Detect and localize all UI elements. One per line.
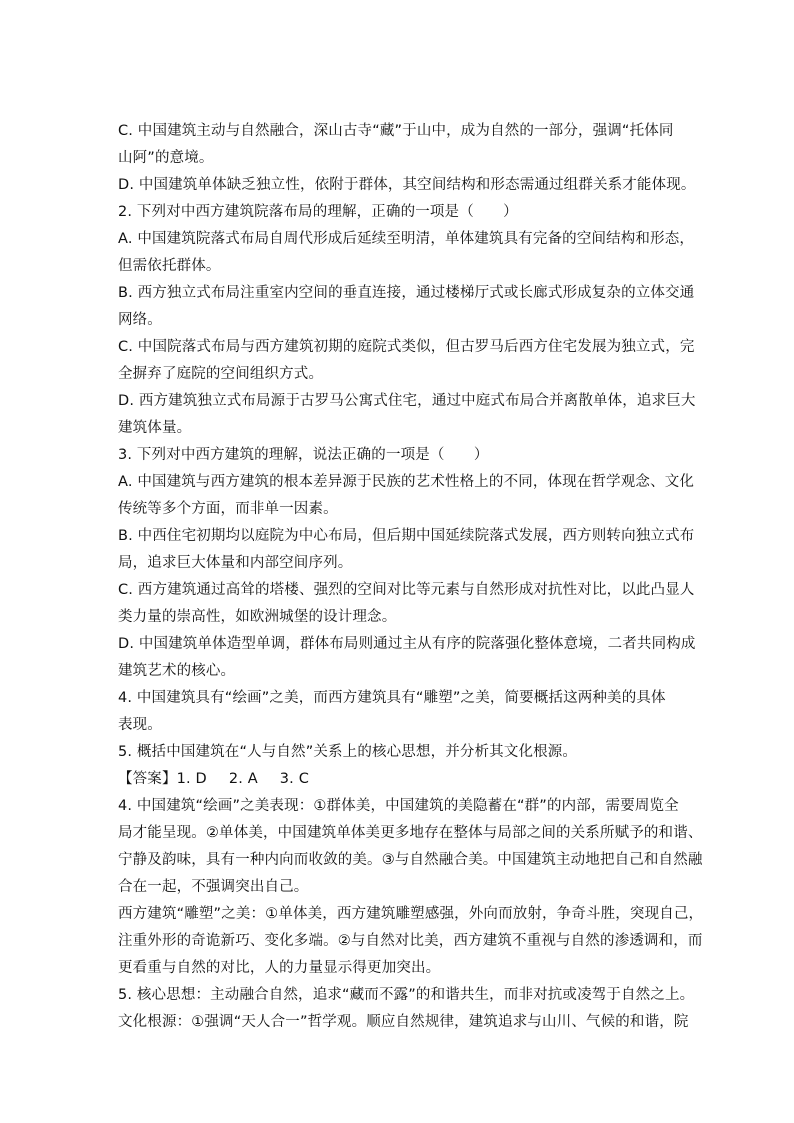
text-line: C. 西方建筑通过高耸的塔楼、强烈的空间对比等元素与自然形成对抗性对比，以此凸显人 [118, 582, 695, 598]
document-page [118, 118, 704, 1036]
text-line: 网络。 [118, 312, 162, 328]
answer-line: 5. 核心思想：主动融合自然，追求“藏而不露”的和谐共生，而非对抗或凌驾于自然之上。 [118, 987, 695, 1003]
answer-line: 注重外形的奇诡新巧、变化多端。②与自然对比美，西方建筑不重视与自然的渗透调和，而 [118, 933, 703, 949]
text-line: 传统等多个方面，而非单一因素。 [118, 501, 338, 517]
question-2-stem: 2. 下列对中西方建筑院落布局的理解，正确的一项是（ ） [118, 204, 518, 220]
text-line: 局，追求巨大体量和内部空间序列。 [118, 555, 353, 571]
answer-line: 合在一起，不强调突出自己。 [118, 879, 309, 895]
text-line: 全摒弃了庭院的空间组织方式。 [118, 366, 324, 382]
text-line: 建筑艺术的核心。 [118, 663, 236, 679]
answer-line: 文化根源：①强调“天人合一”哲学观。顺应自然规律，建筑追求与山川、气候的和谐，院 [118, 1014, 689, 1030]
text-line: C. 中国建筑主动与自然融合，深山古寺“藏”于山中，成为自然的一部分，强调“托体同 [118, 123, 674, 139]
question-3-stem: 3. 下列对中西方建筑的理解，说法正确的一项是（ ） [118, 447, 489, 463]
text-line: C. 中国院落式布局与西方建筑初期的庭院式类似，但古罗马后西方住宅发展为独立式，完 [118, 339, 695, 355]
answer-line: 西方建筑“雕塑”之美：①单体美，西方建筑雕塑感强，外向而放射，争奇斗胜，突现自己， [118, 906, 704, 922]
text-line: 表现。 [118, 717, 162, 733]
answer-item: 2. A [228, 771, 258, 787]
text-line: D. 中国建筑单体造型单调，群体布局则通过主从有序的院落强化整体意境，二者共同构成 [118, 636, 696, 652]
answer-item: 1. D [176, 771, 207, 787]
text-line: 但需依托群体。 [118, 258, 221, 274]
answer-key-label: 【答案】 [118, 771, 177, 787]
text-line: 建筑体量。 [118, 420, 192, 436]
text-line: A. 中国建筑与西方建筑的根本差异源于民族的艺术性格上的不同，体现在哲学观念、文化 [118, 474, 695, 490]
answer-item: 3. C [279, 771, 309, 787]
text-line: B. 西方独立式布局注重室内空间的垂直连接，通过楼梯厅式或长廊式形成复杂的立体交通 [118, 285, 695, 301]
answer-line: 局才能呈现。②单体美，中国建筑单体美更多地存在整体与局部之间的关系所赋予的和谐、 [118, 825, 703, 841]
answer-line: 宁静及韵味，具有一种内向而收敛的美。③与自然融合美。中国建筑主动地把自己和自然融 [118, 852, 703, 868]
text-line: 山阿”的意境。 [118, 150, 214, 166]
answer-line: 更看重与自然的对比，人的力量显示得更加突出。 [118, 960, 441, 976]
question-5-stem: 5. 概括中国建筑在“人与自然”关系上的核心思想，并分析其文化根源。 [118, 744, 578, 760]
answer-key [118, 766, 678, 793]
answer-line: 4. 中国建筑“绘画”之美表现：①群体美，中国建筑的美隐蓄在“群”的内部，需要周览全 [118, 798, 679, 814]
text-line: D. 中国建筑单体缺乏独立性，依附于群体，其空间结构和形态需通过组群关系才能体现。 [118, 177, 696, 193]
text-line: D. 西方建筑独立式布局源于古罗马公寓式住宅，通过中庭式布局合并离散单体，追求巨大 [118, 393, 696, 409]
question-4-stem: 4. 中国建筑具有“绘画”之美，而西方建筑具有“雕塑”之美，简要概括这两种美的具体 [118, 690, 666, 706]
text-line: B. 中西住宅初期均以庭院为中心布局，但后期中国延续院落式发展，西方则转向独立式布 [118, 528, 695, 544]
text-line: 类力量的崇高性，如欧洲城堡的设计理念。 [118, 609, 397, 625]
text-line: A. 中国建筑院落式布局自周代形成后延续至明清，单体建筑具有完备的空间结构和形态， [118, 231, 695, 247]
